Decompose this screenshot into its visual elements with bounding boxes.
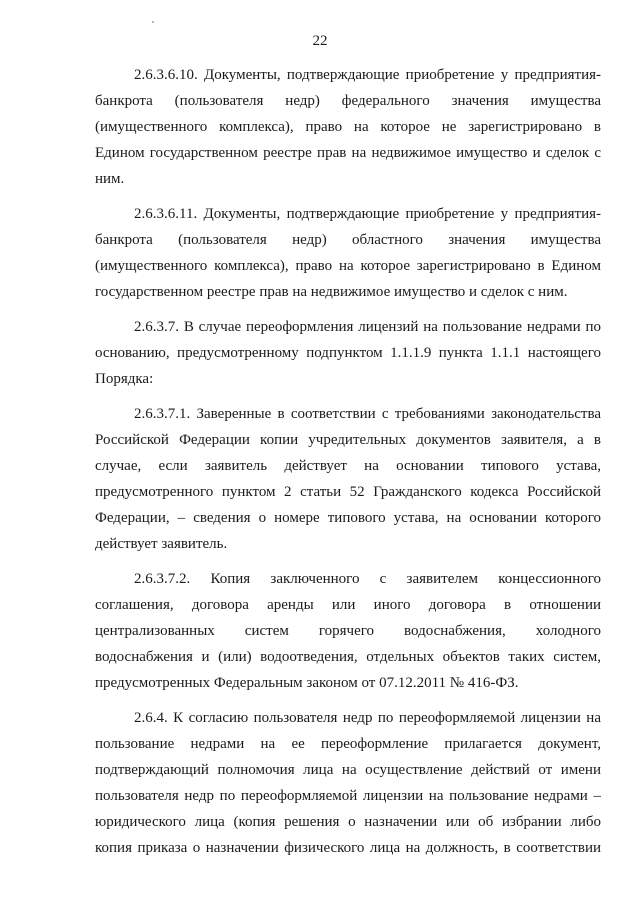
text-line: банкрота (пользователя недр) областного значения имущества xyxy=(95,232,601,248)
text-line: основанию, предусмотренному подпунктом 1.1.1.9 пункта 1.1.1 настоящего xyxy=(95,345,601,361)
text-line: Российской Федерации копии учредительных документов заявителя, а в xyxy=(95,432,601,448)
scan-speck xyxy=(152,21,154,23)
text-line: 2.6.4. К согласию пользователя недр по переоформляемой лицензии на xyxy=(134,710,601,726)
text-line: 2.6.3.7.2. Копия заключенного с заявителем концессионного xyxy=(134,571,601,587)
text-line: Порядка: xyxy=(95,371,154,387)
paragraph-2-6-4 xyxy=(95,705,601,861)
text-line: водоснабжения и (или) водоотведения, отдельных объектов таких систем, xyxy=(95,649,601,665)
text-line: 2.6.3.6.11. Документы, подтверждающие приобретение у предприятия- xyxy=(134,206,601,222)
paragraph-2-6-3-7-2 xyxy=(95,566,601,696)
paragraph-2-6-3-6-10 xyxy=(95,62,601,192)
text-line: действует заявитель. xyxy=(95,536,228,552)
text-line: соглашения, договора аренды или иного договора в отношении xyxy=(95,597,601,613)
text-line: пользователя недр по переоформляемой лицензии на пользование недрами – xyxy=(95,788,601,804)
text-line: (имущественного комплекса), право на которое не зарегистрировано в xyxy=(95,119,601,135)
text-line: предусмотренного пунктом 2 статьи 52 Гражданского кодекса Российской xyxy=(95,484,601,500)
text-line: подтверждающий полномочия лица на осуществление действий от имени xyxy=(95,762,601,778)
text-line: ним. xyxy=(95,171,125,187)
text-line: 2.6.3.7. В случае переоформления лицензий на пользование недрами по xyxy=(134,319,601,335)
text-line: банкрота (пользователя недр) федерального значения имущества xyxy=(95,93,601,109)
text-line: Едином государственном реестре прав на недвижимое имущество и сделок с xyxy=(95,145,601,161)
text-line: пользование недрами на ее переоформление прилагается документ, xyxy=(95,736,601,752)
text-line: (имущественного комплекса), право на которое зарегистрировано в Едином xyxy=(95,258,601,274)
paragraph-2-6-3-7-1 xyxy=(95,401,601,557)
text-line: копия приказа о назначении физического лица на должность, в соответствии xyxy=(95,840,601,856)
text-line: юридического лица (копия решения о назначении или об избрании либо xyxy=(95,814,601,830)
text-line: 2.6.3.7.1. Заверенные в соответствии с требованиями законодательства xyxy=(134,406,601,422)
page-number: 22 xyxy=(312,33,328,49)
paragraph-2-6-3-7 xyxy=(95,314,601,392)
document-body xyxy=(95,62,601,870)
text-line: Федерации, – сведения о номере типового устава, на основании которого xyxy=(95,510,601,526)
paragraph-2-6-3-6-11 xyxy=(95,201,601,305)
text-line: государственном реестре прав на недвижимое имущество и сделок с ним. xyxy=(95,284,568,300)
text-line: предусмотренных Федеральным законом от 07.12.2011 № 416-ФЗ. xyxy=(95,675,519,691)
text-line: случае, если заявитель действует на основании типового устава, xyxy=(95,458,601,474)
text-line: централизованных систем горячего водоснабжения, холодного xyxy=(95,623,601,639)
text-line: 2.6.3.6.10. Документы, подтверждающие приобретение у предприятия- xyxy=(134,67,601,83)
